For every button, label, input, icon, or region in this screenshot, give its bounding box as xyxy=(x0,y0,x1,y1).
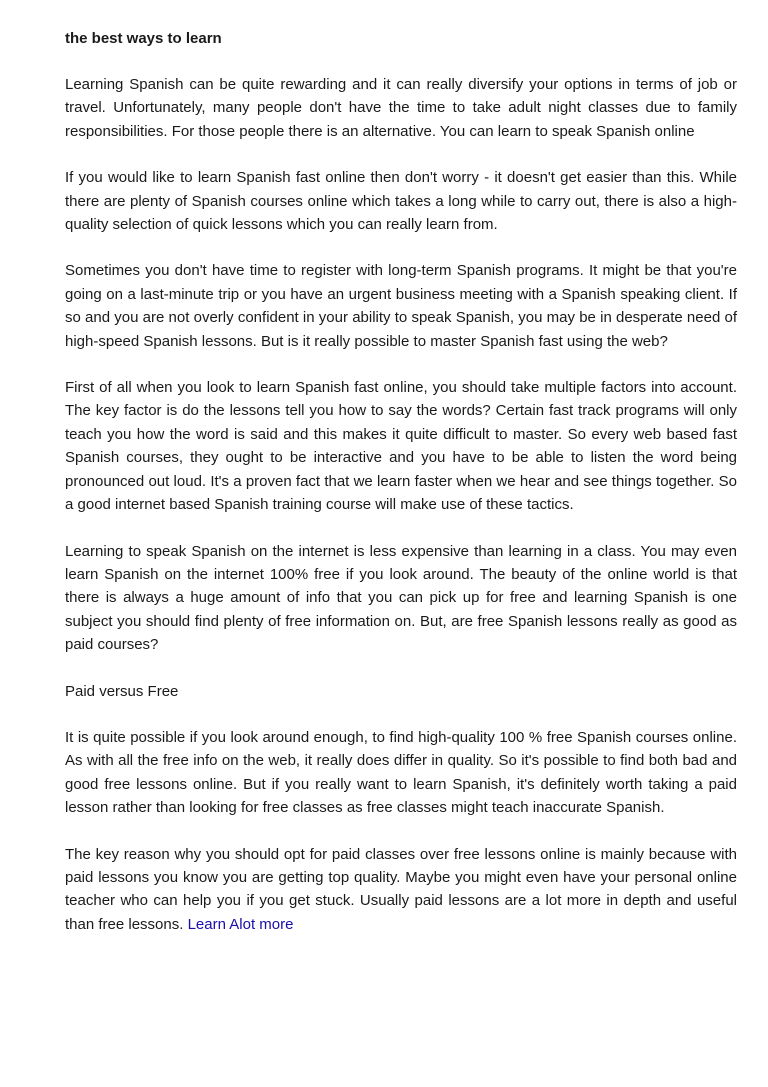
paragraph-paid-classes-text: The key reason why you should opt for paid classes over free lessons online is mainly because with paid lessons you know you are getting top quality. Maybe you might even have your personal online teacher who can help you if you get stuck. Usually paid lessons are a lot more in depth and useful than free lessons. xyxy=(65,845,737,933)
section-heading-paid-vs-free: Paid versus Free xyxy=(65,682,179,700)
paragraph-factors: First of all when you look to learn Spanish fast online, you should take multiple factors into account. The key factor is do the lessons tell you how to say the words? Certain fast track programs will only teach you how the word is said and this makes it quite difficult to master. So every web based fast Spanish courses, they ought to be interactive and you have to be able to listen the word being pronounced out loud. It's a proven fact that we learn faster when we hear and see things together. So a good internet based Spanish training course will make use of these tactics. xyxy=(65,379,737,514)
paragraph-paid-classes xyxy=(65,843,737,937)
paragraph-free-courses: It is quite possible if you look around enough, to find high-quality 100 % free Spanish courses online. As with all the free info on the web, it really does differ in quality. So it's possible to find both bad and good free lessons online. But if you really want to learn Spanish, it's definitely worth taking a paid lesson rather than looking for free classes as free classes might teach inaccurate Spanish. xyxy=(65,728,737,817)
paragraph-intro: Learning Spanish can be quite rewarding and it can really diversify your options in terms of job or travel. Unfortunately, many people don't have the time to take adult night classes due to family responsibilities. For those people there is an alternative. You can learn to speak Spanish online xyxy=(65,76,737,140)
document-title: the best ways to learn xyxy=(65,30,222,47)
paragraph-no-time: Sometimes you don't have time to register with long-term Spanish programs. It might be that you're going on a last-minute trip or you have an urgent business meeting with a Spanish speaking client. If so and you are not overly confident in your ability to speak Spanish, you may be in desperate need of high-speed Spanish lessons. But is it really possible to master Spanish fast using the web? xyxy=(65,262,737,350)
paragraph-learn-fast: If you would like to learn Spanish fast online then don't worry - it doesn't get easier than this. While there are plenty of Spanish courses online which takes a long while to carry out, there is also a high-quality selection of quick lessons which you can really learn from. xyxy=(65,169,737,234)
document-page xyxy=(65,27,737,959)
learn-more-link[interactable]: Learn Alot more xyxy=(187,915,294,933)
paragraph-cost: Learning to speak Spanish on the internet is less expensive than learning in a class. You may even learn Spanish on the internet 100% free if you look around. The beauty of the online world is that there is always a huge amount of info that you can pick up for free and learning Spanish is one subject you should find plenty of free information on. But, are free Spanish lessons really as good as paid courses? xyxy=(65,542,737,654)
